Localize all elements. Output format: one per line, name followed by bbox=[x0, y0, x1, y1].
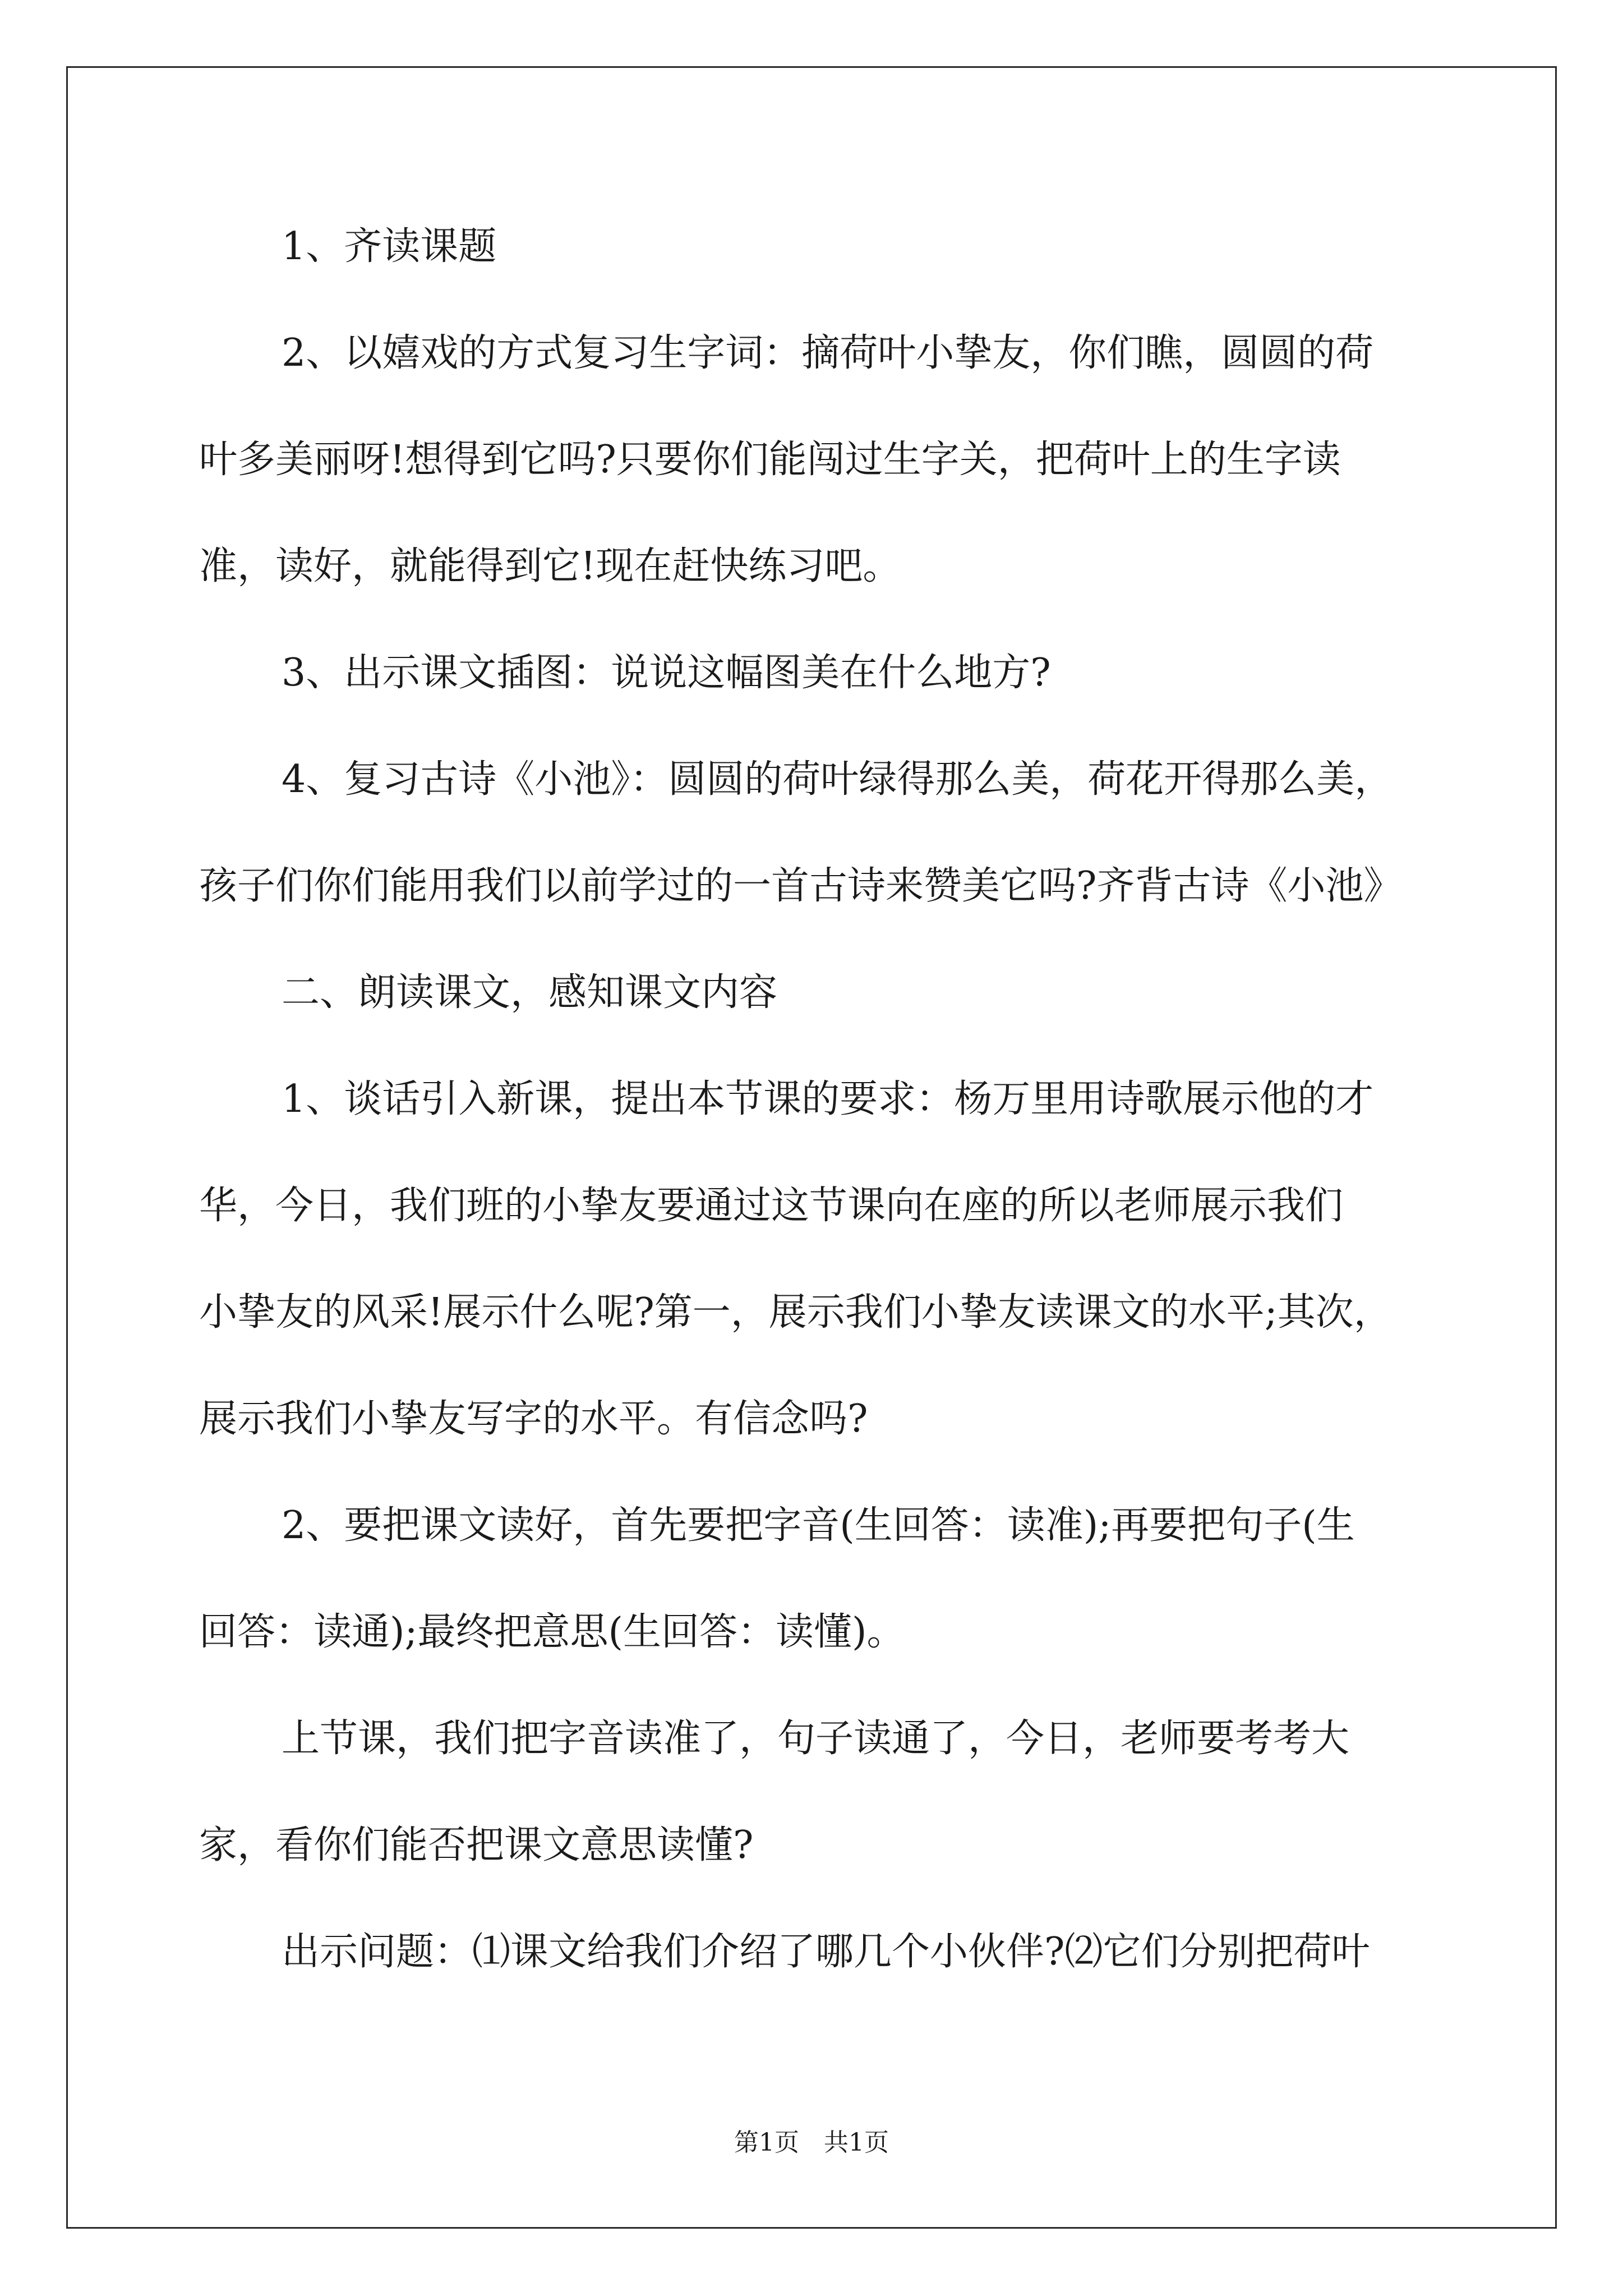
text-line: 2、要把课文读好，首先要把字音(生回答：读准);再要把句子(生 bbox=[282, 1503, 1355, 1548]
text-line: 4、复习古诗《小池》：圆圆的荷叶绿得那么美，荷花开得那么美， bbox=[282, 757, 1393, 802]
section-heading: 二、朗读课文，感知课文内容 bbox=[282, 970, 778, 1015]
text-line: 准，读好，就能得到它!现在赶快练习吧。 bbox=[199, 544, 901, 588]
text-line: 华，今日，我们班的小挚友要通过这节课向在座的所以老师展示我们 bbox=[199, 1184, 1344, 1228]
text-line: 3、出示课文插图：说说这幅图美在什么地方? bbox=[282, 651, 1051, 695]
text-line: 小挚友的风采!展示什么呢?第一，展示我们小挚友读课文的水平;其次， bbox=[199, 1290, 1392, 1335]
text-line: 上节课，我们把字音读准了，句子读通了，今日，老师要考考大 bbox=[282, 1717, 1350, 1761]
text-line: 家，看你们能否把课文意思读懂? bbox=[199, 1823, 754, 1867]
text-line: 回答：读通);最终把意思(生回答：读懂)。 bbox=[199, 1610, 905, 1654]
page-number-footer: 第1页 共1页 bbox=[734, 2128, 889, 2157]
text-line: 出示问题：⑴课文给我们介绍了哪几个小伙伴?⑵它们分别把荷叶 bbox=[282, 1930, 1370, 1974]
text-line: 叶多美丽呀!想得到它吗?只要你们能闯过生字关，把荷叶上的生字读 bbox=[199, 438, 1341, 482]
text-line: 1、齐读课题 bbox=[282, 224, 497, 269]
text-line: 展示我们小挚友写字的水平。有信念吗? bbox=[199, 1397, 868, 1441]
page-border bbox=[66, 66, 1557, 2229]
text-line: 1、谈话引入新课，提出本节课的要求：杨万里用诗歌展示他的才 bbox=[282, 1077, 1374, 1121]
text-line: 孩子们你们能用我们以前学过的一首古诗来赞美它吗?齐背古诗《小池》 bbox=[199, 864, 1402, 908]
text-line: 2、以嬉戏的方式复习生字词：摘荷叶小挚友，你们瞧，圆圆的荷 bbox=[282, 331, 1374, 375]
